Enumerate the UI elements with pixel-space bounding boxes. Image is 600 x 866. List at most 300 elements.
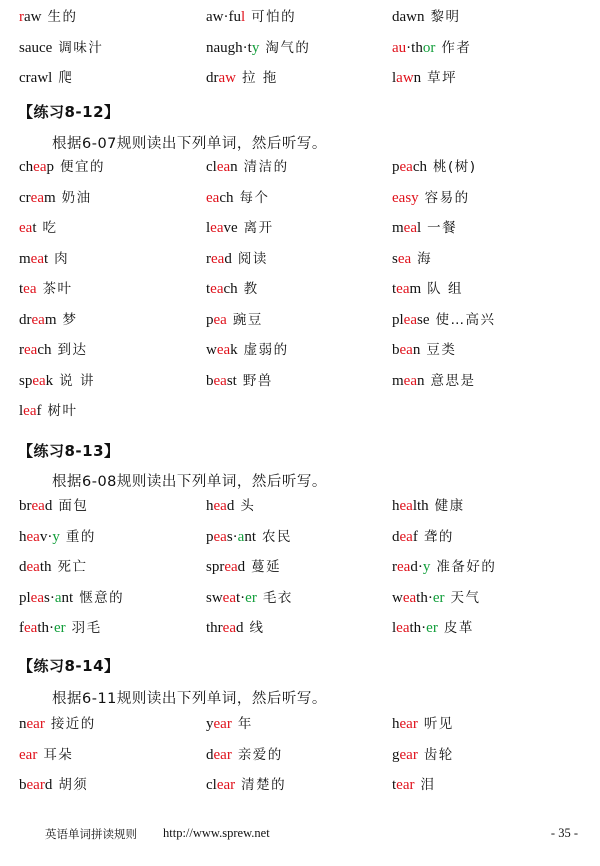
chinese-meaning: 队 组	[427, 281, 463, 298]
chinese-meaning: 蔓延	[251, 559, 282, 576]
word-letters: m	[409, 281, 422, 298]
chinese-meaning: 生的	[47, 9, 78, 26]
word-letters: v	[39, 528, 48, 545]
highlighted-letters: er	[245, 589, 257, 606]
vocab-item	[392, 280, 589, 298]
word-letters: se	[417, 311, 430, 328]
vocab-item	[19, 39, 206, 57]
vocab-item	[19, 8, 206, 26]
english-word	[392, 777, 414, 793]
vocab-item	[392, 311, 589, 329]
highlighted-letters: ea	[399, 528, 413, 545]
highlighted-letters: a	[54, 589, 62, 606]
word-letters: d	[224, 250, 232, 267]
highlighted-letters: ear	[216, 777, 236, 794]
english-word	[19, 590, 73, 606]
word-letters: s	[226, 528, 233, 545]
highlighted-letters: ea	[31, 498, 45, 515]
english-word	[19, 40, 52, 56]
chinese-meaning: 教	[243, 281, 259, 298]
word-letters: ·	[421, 620, 427, 637]
vocab-item	[392, 528, 589, 546]
english-word	[19, 747, 37, 763]
english-word	[19, 9, 42, 25]
highlighted-letters: ea	[31, 311, 45, 328]
vocab-item	[392, 558, 589, 576]
word-letters: ch	[412, 159, 427, 176]
english-word	[392, 312, 430, 328]
word-letters: dr	[206, 70, 219, 87]
english-word	[19, 70, 52, 86]
word-letters: ch	[19, 159, 34, 176]
word-grid	[19, 709, 589, 801]
highlighted-letters: ea	[399, 159, 413, 176]
word-letters: ·	[47, 528, 53, 545]
chinese-meaning: 说 讲	[59, 372, 95, 389]
word-letters: p	[392, 159, 400, 176]
word-letters: au	[24, 39, 40, 56]
chinese-meaning: 使…高兴	[435, 311, 496, 328]
page-number: - 35 -	[550, 826, 578, 840]
highlighted-letters: ea	[24, 620, 38, 637]
vocab-item	[206, 311, 392, 329]
word-letters: sp	[19, 372, 33, 389]
vocab-item	[392, 39, 589, 57]
word-letters: s	[19, 39, 25, 56]
vocab-item	[392, 497, 589, 515]
word-letters: m	[392, 372, 404, 389]
chinese-meaning: 爬	[58, 70, 74, 87]
highlighted-letters: ea	[222, 620, 236, 637]
word-letters: m	[44, 311, 57, 328]
english-word	[19, 498, 52, 514]
english-word	[206, 159, 238, 175]
word-letters: r	[206, 250, 211, 267]
highlighted-letters: ea	[210, 281, 224, 298]
highlighted-letters: er	[54, 620, 66, 637]
highlighted-letters: ea	[19, 220, 33, 237]
chinese-meaning: 耳朵	[43, 746, 74, 763]
vocab-item	[206, 589, 392, 607]
word-letters: n	[413, 70, 422, 87]
chinese-meaning: 茶叶	[42, 281, 73, 298]
highlighted-letters: ea	[30, 189, 44, 206]
vocab-item	[206, 8, 392, 26]
vocab-item	[19, 776, 206, 794]
chinese-meaning: 健康	[434, 498, 465, 515]
footer-url: http://www.sprew.net	[163, 826, 270, 840]
word-letters: h	[392, 716, 400, 733]
highlighted-letters: ea	[211, 250, 225, 267]
highlighted-letters: ear	[26, 716, 45, 733]
word-letters: f	[19, 620, 24, 637]
word-letters: k	[45, 372, 54, 389]
english-word	[19, 620, 66, 636]
english-word	[392, 220, 421, 236]
word-letters: ·	[223, 9, 229, 26]
highlighted-letters: ea	[213, 311, 227, 328]
word-letters: ce	[39, 39, 53, 56]
word-letters: ·	[49, 620, 54, 637]
highlighted-letters: er	[426, 620, 438, 637]
highlighted-letters: au	[392, 39, 407, 56]
chinese-meaning: 每个	[239, 189, 270, 206]
english-word	[392, 9, 425, 25]
english-word	[206, 251, 232, 267]
word-letters: h	[19, 528, 27, 545]
english-word	[19, 190, 56, 206]
chinese-meaning: 惬意的	[79, 589, 125, 606]
chinese-meaning: 面包	[58, 498, 89, 515]
word-letters: ·	[417, 559, 423, 576]
highlighted-letters: ear	[213, 746, 232, 763]
vocab-item	[19, 528, 206, 546]
vocab-item	[392, 341, 589, 359]
word-letters: ·	[427, 589, 433, 606]
english-word	[206, 281, 238, 297]
highlighted-letters: ea	[213, 498, 227, 515]
chinese-meaning: 调味汁	[58, 39, 104, 56]
highlighted-letters: ea	[26, 528, 40, 545]
word-letters: l	[206, 220, 211, 237]
word-letters: d	[392, 528, 400, 545]
english-word	[206, 529, 256, 545]
chinese-meaning: 清洁的	[243, 159, 289, 176]
vocab-item	[206, 619, 392, 637]
vocab-item	[206, 189, 392, 207]
english-word	[206, 312, 227, 328]
english-word	[392, 498, 429, 514]
word-letters: ·	[242, 39, 248, 56]
chinese-meaning: 泪	[420, 777, 436, 794]
highlighted-letters: ea	[392, 189, 406, 206]
chinese-meaning: 重的	[65, 528, 96, 545]
english-word	[19, 403, 42, 419]
word-letters: n	[206, 39, 214, 56]
chinese-meaning: 肉	[54, 250, 70, 267]
section-instruction: 根据6-08规则读出下列单词，然后听写。	[52, 474, 327, 490]
section-title: 【练习8-13】	[18, 442, 120, 460]
english-word	[206, 747, 232, 763]
word-letters: pl	[392, 311, 404, 328]
highlighted-letters: or	[422, 39, 436, 56]
word-letters: n	[417, 372, 425, 389]
vocab-item	[19, 619, 206, 637]
vocab-item	[206, 528, 392, 546]
highlighted-letters: ea	[403, 372, 417, 389]
word-letters: l	[19, 403, 24, 420]
word-letters: t	[247, 39, 252, 56]
word-letters: th	[37, 620, 49, 637]
vocab-item	[19, 372, 206, 390]
english-word	[19, 529, 60, 545]
word-letters: h	[392, 498, 400, 515]
chinese-meaning: 一餐	[427, 220, 458, 237]
chinese-meaning: 草坪	[427, 70, 458, 87]
english-word	[19, 373, 53, 389]
english-word	[392, 190, 419, 206]
vocab-item	[392, 746, 589, 764]
chinese-meaning: 农民	[262, 528, 293, 545]
highlighted-letters: aw	[218, 70, 236, 87]
vocab-item	[19, 69, 206, 87]
english-word	[392, 251, 411, 267]
word-letters: f	[36, 403, 42, 420]
chinese-meaning: 海	[417, 250, 433, 267]
chinese-meaning: 黎明	[430, 9, 461, 26]
highlighted-letters: ea	[403, 220, 417, 237]
highlighted-letters: ear	[399, 746, 418, 763]
word-letters: ·	[49, 589, 55, 606]
word-letters: d	[236, 620, 244, 637]
vocab-item	[206, 558, 392, 576]
vocab-item	[392, 158, 589, 176]
vocab-item	[392, 715, 589, 733]
word-letters: t	[392, 777, 397, 794]
vocab-item	[206, 39, 392, 57]
highlighted-letters: ea	[403, 311, 417, 328]
vocab-item	[206, 280, 392, 298]
english-word	[392, 342, 420, 358]
word-letters: gh	[227, 39, 243, 56]
word-letters: p	[46, 159, 54, 176]
chinese-meaning: 羽毛	[71, 620, 102, 637]
word-letters: thr	[206, 620, 223, 637]
word-letters: aw	[30, 70, 49, 87]
english-word	[19, 777, 52, 793]
english-word	[206, 9, 245, 25]
word-letters: t	[236, 589, 241, 606]
chinese-meaning: 听见	[423, 716, 454, 733]
word-letters: m	[19, 250, 31, 267]
english-word	[392, 70, 421, 86]
chinese-meaning: 年	[237, 716, 253, 733]
vocab-item	[19, 280, 206, 298]
chinese-meaning: 离开	[243, 220, 274, 237]
vocab-item	[392, 69, 589, 87]
vocab-item	[19, 189, 206, 207]
chinese-meaning: 头	[240, 498, 256, 515]
highlighted-letters: ea	[213, 528, 227, 545]
vocab-item	[19, 746, 206, 764]
vocab-item	[206, 497, 392, 515]
word-letters: f	[412, 528, 418, 545]
word-letters: ch	[223, 281, 238, 298]
word-letters: awn	[399, 9, 425, 26]
chinese-meaning: 死亡	[57, 559, 88, 576]
word-letters: lth	[412, 498, 429, 515]
vocab-item	[19, 558, 206, 576]
chinese-meaning: 胡须	[58, 777, 89, 794]
highlighted-letters: ea	[222, 589, 236, 606]
vocab-item	[19, 497, 206, 515]
vocab-item	[392, 219, 589, 237]
vocab-item	[19, 311, 206, 329]
chinese-meaning: 作者	[441, 39, 472, 56]
highlighted-letters: ear	[19, 746, 38, 763]
english-word	[392, 40, 435, 56]
highlighted-letters: y	[422, 559, 431, 576]
highlighted-letters: y	[251, 39, 260, 56]
word-letters: n	[412, 342, 421, 359]
word-letters: ch	[37, 342, 52, 359]
word-letters: d	[392, 9, 400, 26]
english-word	[206, 70, 236, 86]
vocab-item	[392, 8, 589, 26]
highlighted-letters: ea	[33, 159, 47, 176]
chinese-meaning: 淘气的	[265, 39, 311, 56]
highlighted-letters: aw	[396, 70, 414, 87]
word-letters: m	[43, 189, 56, 206]
highlighted-letters: ea	[23, 403, 37, 420]
highlighted-letters: ear	[396, 777, 415, 794]
word-letters: t	[206, 281, 211, 298]
word-letters: s	[392, 250, 398, 267]
word-letters: t	[32, 220, 37, 237]
word-letters: sw	[206, 589, 223, 606]
vocab-item	[19, 158, 206, 176]
word-letters: cr	[19, 70, 31, 87]
english-word	[392, 747, 418, 763]
english-word	[206, 620, 244, 636]
word-letters: t	[392, 281, 397, 298]
word-letters: spr	[206, 559, 225, 576]
english-word	[206, 590, 257, 606]
english-word	[392, 620, 438, 636]
word-letters: cl	[206, 777, 217, 794]
highlighted-letters: l	[241, 9, 246, 26]
chinese-meaning: 齿轮	[423, 746, 454, 763]
chinese-meaning: 豌豆	[232, 311, 263, 328]
vocab-item	[19, 250, 206, 268]
english-word	[19, 559, 52, 575]
highlighted-letters: er	[432, 589, 445, 606]
chinese-meaning: 梦	[62, 311, 78, 328]
highlighted-letters: a	[237, 528, 245, 545]
english-word	[19, 716, 45, 732]
chinese-meaning: 树叶	[47, 403, 78, 420]
english-word	[206, 342, 238, 358]
word-letters: k	[230, 342, 238, 359]
word-letters: ·	[232, 528, 238, 545]
word-letters: ch	[219, 189, 234, 206]
word-letters: n	[19, 716, 27, 733]
section-instruction: 根据6-07规则读出下列单词，然后听写。	[52, 136, 327, 152]
english-word	[19, 342, 52, 358]
english-word	[392, 716, 418, 732]
highlighted-letters: r	[19, 9, 24, 26]
english-word	[392, 159, 427, 175]
word-letters: b	[392, 342, 400, 359]
vocab-item	[206, 715, 392, 733]
highlighted-letters: ea	[224, 559, 238, 576]
chinese-meaning: 皮革	[443, 620, 474, 637]
chinese-meaning: 清楚的	[241, 777, 287, 794]
chinese-meaning: 接近的	[50, 716, 96, 733]
word-letters: th	[416, 589, 428, 606]
vocab-item	[206, 372, 392, 390]
word-letters: th	[409, 620, 422, 637]
english-word	[392, 281, 421, 297]
chinese-meaning: 毛衣	[262, 589, 293, 606]
highlighted-letters: ea	[399, 498, 413, 515]
word-letters: ·	[240, 589, 246, 606]
word-letters: dr	[19, 311, 32, 328]
highlighted-letters: ea	[396, 281, 410, 298]
vocab-item	[392, 189, 589, 207]
english-word	[392, 529, 418, 545]
word-letters: l	[417, 220, 422, 237]
word-letters: d	[44, 498, 53, 515]
chinese-meaning: 便宜的	[60, 159, 105, 176]
chinese-meaning: 拉 拖	[242, 70, 278, 87]
section-title: 【练习8-14】	[18, 657, 120, 675]
vocab-item	[206, 158, 392, 176]
english-word	[392, 373, 425, 389]
chinese-meaning: 阅读	[237, 250, 268, 267]
section-instruction: 根据6-11规则读出下列单词，然后听写。	[52, 691, 327, 707]
word-letters: p	[206, 528, 214, 545]
highlighted-letters: y	[52, 528, 60, 545]
word-grid	[19, 152, 589, 427]
vocab-item	[206, 250, 392, 268]
word-letters: d	[237, 559, 246, 576]
highlighted-letters: ea	[210, 220, 224, 237]
section-title: 【练习8-12】	[18, 103, 120, 121]
vocab-item	[19, 219, 206, 237]
chinese-meaning: 吃	[42, 220, 58, 237]
english-word	[206, 777, 235, 793]
english-word	[206, 559, 245, 575]
vocab-item	[392, 619, 589, 637]
chinese-meaning: 容易的	[424, 189, 470, 206]
english-word	[206, 190, 234, 206]
highlighted-letters: sy	[405, 189, 419, 206]
vocab-item	[392, 250, 589, 268]
word-letters: pl	[19, 589, 31, 606]
vocab-item	[206, 69, 392, 87]
chinese-meaning: 野兽	[242, 372, 273, 389]
highlighted-letters: ea	[30, 589, 44, 606]
highlighted-letters: ear	[399, 716, 418, 733]
word-grid	[19, 2, 589, 94]
english-word	[206, 716, 232, 732]
chinese-meaning: 天气	[450, 589, 481, 606]
word-letters: m	[392, 220, 404, 237]
highlighted-letters: ea	[23, 281, 37, 298]
chinese-meaning: 到达	[57, 342, 88, 359]
english-word	[206, 220, 238, 236]
highlighted-letters: ea	[397, 250, 412, 267]
word-letters: st	[226, 372, 237, 389]
word-letters: aw	[206, 9, 224, 26]
vocab-item	[19, 715, 206, 733]
word-letters: b	[206, 372, 214, 389]
word-letters: ve	[223, 220, 238, 237]
word-letters: th	[39, 559, 52, 576]
highlighted-letters: ea	[26, 559, 40, 576]
chinese-meaning: 聋的	[423, 528, 454, 545]
english-word	[19, 281, 37, 297]
word-letters: r	[19, 342, 24, 359]
vocab-item	[206, 219, 392, 237]
word-letters: y	[206, 716, 214, 733]
word-letters: d	[206, 746, 214, 763]
highlighted-letters: ea	[402, 589, 417, 606]
highlighted-letters: ea	[30, 250, 44, 267]
english-word	[19, 251, 48, 267]
word-letters: l	[48, 70, 53, 87]
